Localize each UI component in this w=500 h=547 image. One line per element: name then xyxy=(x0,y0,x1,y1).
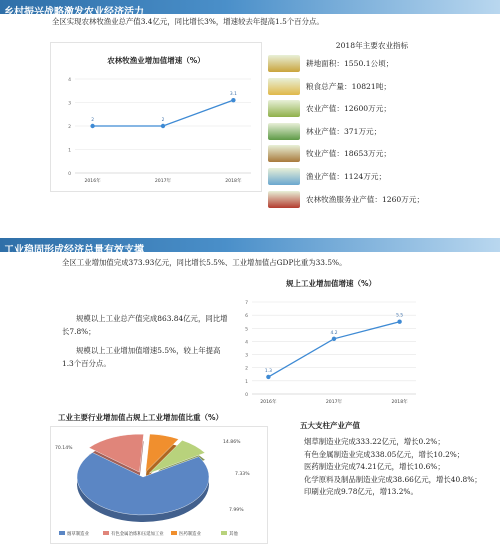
indicator-value: 1260万元； xyxy=(381,194,425,204)
forest-icon xyxy=(268,123,300,140)
agri-chart-category-label: 2017年 xyxy=(154,179,172,184)
industry-chart-data-label: 5.5 xyxy=(396,313,404,319)
vegetables-icon xyxy=(268,100,300,117)
agri-growth-chart-title: 农林牧渔业增加值增速（%） xyxy=(107,56,205,65)
indicator-value: 18653万元； xyxy=(343,149,391,159)
pillar-item: 医药制造业完成74.21亿元，增长10.6%； xyxy=(304,462,445,472)
indicator-row xyxy=(268,99,498,119)
industry-share-pie-chart xyxy=(51,427,267,543)
pillar-item: 烟草制造业完成333.22亿元，增长0.2%； xyxy=(304,437,445,446)
pie-data-label: 70.14% xyxy=(55,446,73,451)
fishery-icon xyxy=(268,168,300,185)
indicator-label: 粮食总产量： xyxy=(306,81,352,91)
agri-chart-ytick-label: 2 xyxy=(68,125,71,130)
industry-share-pie-panel xyxy=(50,426,268,544)
indicator-label: 农业产值： xyxy=(306,104,344,114)
pie-data-label: 7.33% xyxy=(235,472,250,477)
industry-chart-ytick-label: 2 xyxy=(245,366,248,372)
industry-chart-point xyxy=(332,337,336,341)
section2-intro: 全区工业增加值完成373.93亿元，同比增长5.5%、工业增加值占GDP比重为33.5%。 xyxy=(62,258,347,267)
indicator-value: 1124万元； xyxy=(343,172,387,181)
indicator-label: 林业产值： xyxy=(306,126,344,136)
pie-legend-swatch xyxy=(171,531,177,535)
section1-banner xyxy=(0,0,500,18)
industry-chart-ytick-label: 4 xyxy=(245,340,248,346)
farmland-icon xyxy=(268,55,300,72)
agri-chart-ytick-label: 3 xyxy=(68,101,71,107)
pillar-industries-title: 五大支柱产业产值 xyxy=(300,421,360,430)
industry-growth-chart-title: 规上工业增加值增速（%） xyxy=(285,279,376,288)
pillar-industries-list xyxy=(292,436,492,499)
livestock-icon xyxy=(268,145,300,162)
grain-icon xyxy=(268,78,300,95)
pie-legend-label: 其他 xyxy=(229,532,238,537)
agri-indicators xyxy=(262,38,498,218)
indicator-label: 农林牧渔服务业产值： xyxy=(306,194,382,204)
indicator-value: 371万元； xyxy=(343,126,382,136)
industry-chart-category-label: 2018年 xyxy=(391,400,408,405)
agri-indicators-title: 2018年主要农业指标 xyxy=(335,41,409,50)
indicator-row xyxy=(268,54,498,74)
industry-chart-ytick-label: 6 xyxy=(245,314,248,320)
indicator-value: 12600万元； xyxy=(343,104,391,114)
pie-legend-swatch xyxy=(103,531,109,535)
industry-growth-line-chart xyxy=(236,290,426,408)
industry-chart-data-label: 1.3 xyxy=(264,368,272,374)
pillar-item: 印刷业完成9.78亿元，增13.2%。 xyxy=(304,487,418,497)
pie-chart-title: 工业主要行业增加值占规上工业增加值比重（%） xyxy=(58,413,224,422)
section1-title: 乡村振兴战略激发农业经济活力 xyxy=(4,7,144,18)
section1-intro: 全区实现农林牧渔业总产值3.4亿元，同比增长3%，增速较去年提高1.5个百分点。 xyxy=(52,17,324,26)
section2-banner xyxy=(0,238,500,256)
industry-chart-ytick-label: 3 xyxy=(245,353,248,359)
indicator-row xyxy=(268,122,498,142)
agri-chart-category-label: 2018年 xyxy=(225,179,242,184)
agri-chart-data-label: 3.1 xyxy=(229,92,237,98)
section2-para1: 规模以上工业总产值完成863.84亿元，同比增长7.8%； xyxy=(62,314,228,336)
section2-title: 工业稳固形成经济总量有效支撑 xyxy=(4,245,144,256)
pie-legend-label: 烟草制造业 xyxy=(67,532,89,537)
indicator-label: 渔业产值： xyxy=(306,172,344,181)
agri-chart-data-label: 2 xyxy=(161,118,165,123)
agri-chart-point xyxy=(231,98,235,102)
agri-chart-ytick-label: 0 xyxy=(68,172,71,177)
agri-chart-point xyxy=(161,124,165,128)
industry-growth-chart-panel xyxy=(236,276,426,408)
agri-chart-point xyxy=(90,124,94,128)
industry-chart-data-label: 4.2 xyxy=(330,330,338,336)
indicator-label: 耕地面积： xyxy=(306,59,344,68)
indicator-row xyxy=(268,144,498,164)
industry-chart-category-label: 2017年 xyxy=(325,400,343,405)
pie-legend-label: 有色金属冶炼和压延加工业 xyxy=(111,532,164,537)
indicator-value: 1550.1公顷； xyxy=(343,59,394,68)
industry-chart-ytick-label: 1 xyxy=(245,379,248,385)
pie-legend-swatch xyxy=(221,531,227,535)
indicator-row xyxy=(268,167,498,187)
agri-chart-ytick-label: 4 xyxy=(68,78,71,83)
industry-chart-ytick-label: 0 xyxy=(245,393,248,398)
indicator-row xyxy=(268,77,498,97)
agri-growth-chart-panel xyxy=(50,42,262,192)
indicator-row xyxy=(268,190,498,210)
agri-growth-line-chart xyxy=(51,69,261,189)
agri-chart-ytick-label: 1 xyxy=(68,148,71,154)
industry-chart-point xyxy=(397,320,401,324)
pillar-item: 化学原料及制品制造业完成38.66亿元，增长40.8%； xyxy=(304,474,482,484)
industry-chart-point xyxy=(266,375,270,379)
indicator-value: 10821吨； xyxy=(351,81,391,91)
tractor-icon xyxy=(268,191,300,208)
pillar-item: 有色金属制造业完成338.05亿元，增长10.2%； xyxy=(304,449,465,459)
agri-chart-data-label: 2 xyxy=(91,118,94,123)
indicator-label: 牧业产值： xyxy=(306,149,344,159)
pie-data-label: 14.86% xyxy=(223,440,241,445)
pie-legend-swatch xyxy=(59,531,65,535)
industry-chart-ytick-label: 5 xyxy=(245,327,248,333)
pie-data-label: 7.99% xyxy=(229,508,244,513)
section2-para2: 规模以上工业增加值增速5.5%，较上年提高1.3个百分点。 xyxy=(62,346,221,368)
industry-chart-category-label: 2016年 xyxy=(260,400,277,405)
pie-legend-label: 医药制造业 xyxy=(179,532,201,537)
industry-chart-ytick-label: 7 xyxy=(245,301,248,306)
agri-chart-category-label: 2016年 xyxy=(84,179,101,184)
